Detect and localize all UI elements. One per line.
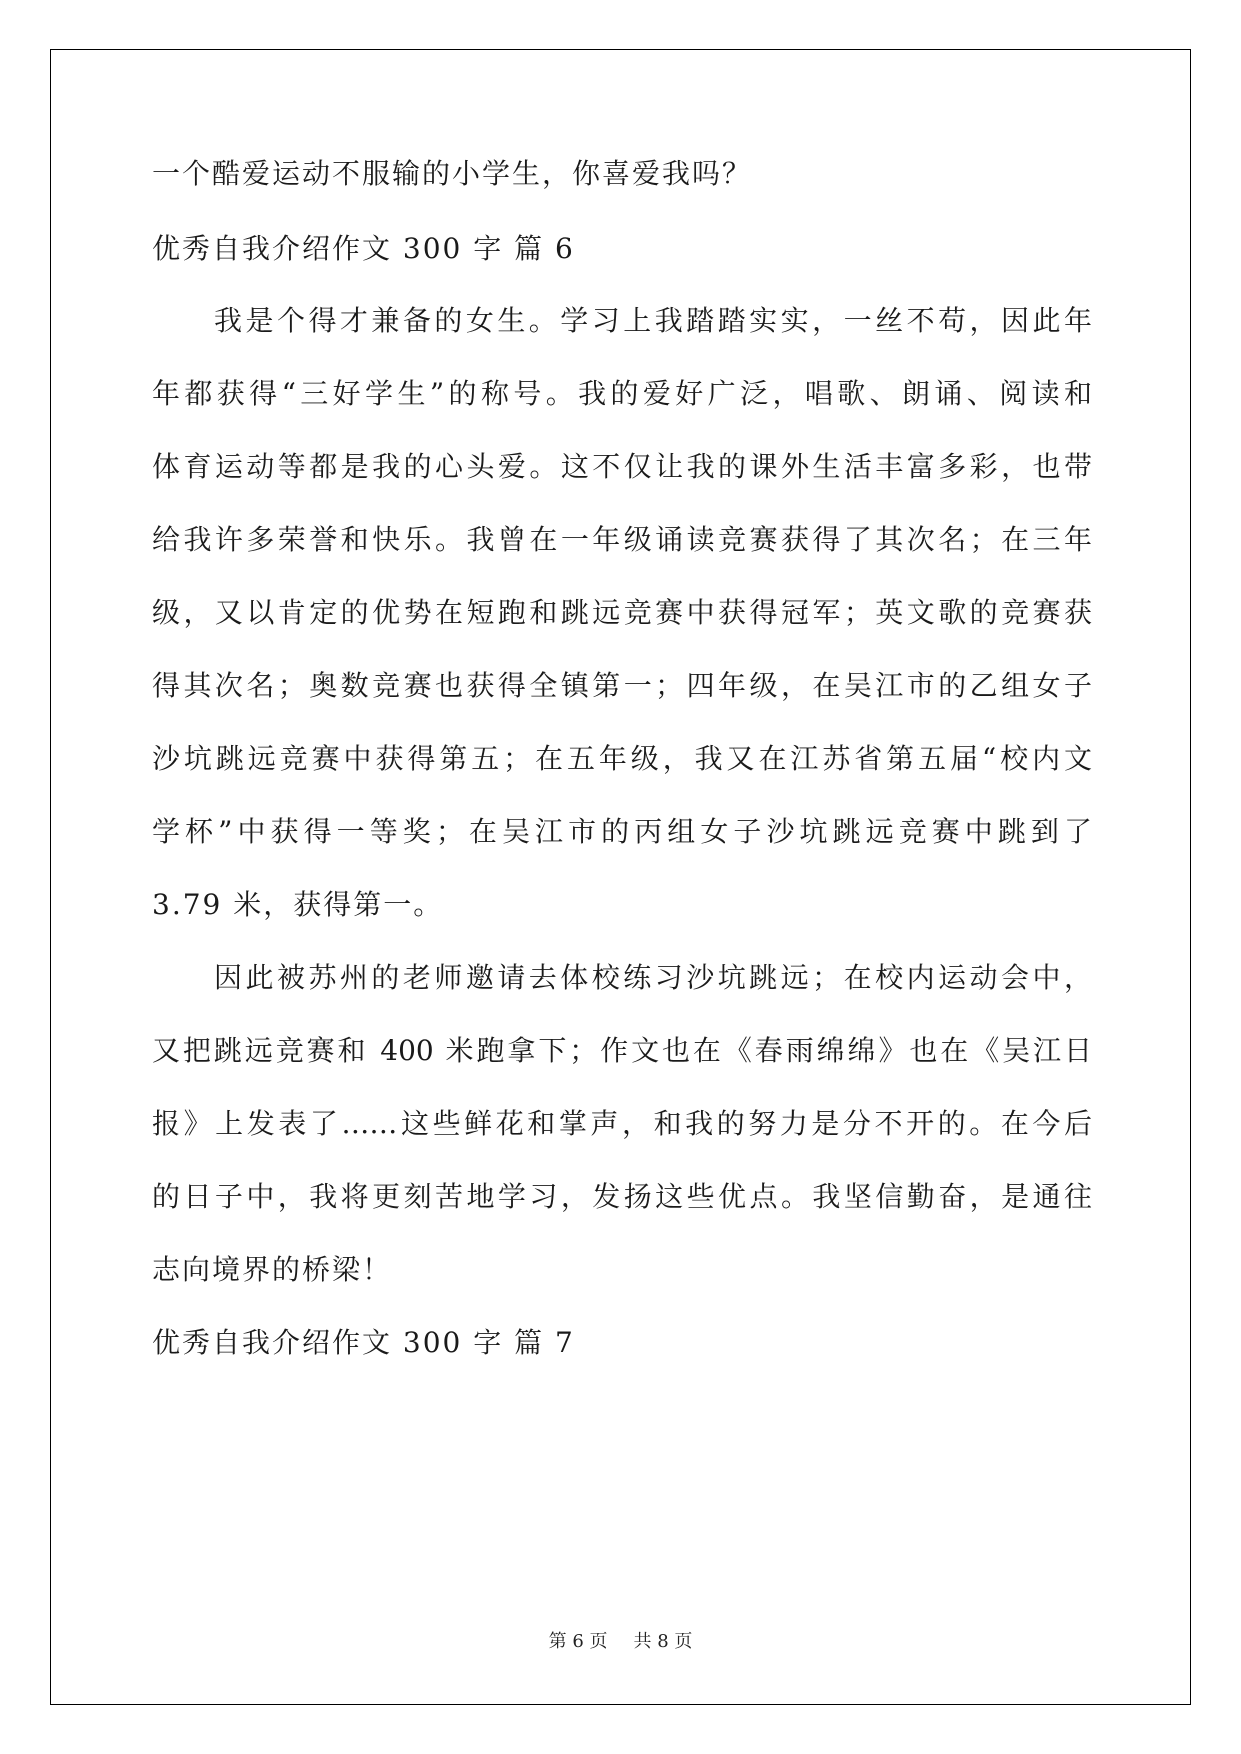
page-footer bbox=[0, 1630, 1241, 1654]
text-line: 年都获得“三好学生”的称号。我的爱好广泛，唱歌、朗诵、阅读和 bbox=[152, 377, 1092, 410]
text-line: 给我许多荣誉和快乐。我曾在一年级诵读竞赛获得了其次名；在三年 bbox=[152, 523, 1092, 556]
text-line: 志向境界的桥梁！ bbox=[152, 1253, 393, 1286]
text-line: 沙坑跳远竞赛中获得第五；在五年级，我又在江苏省第五届“校内文 bbox=[152, 742, 1092, 775]
section-heading: 优秀自我介绍作文 300 字 篇 6 bbox=[152, 232, 575, 265]
text-line: 学杯”中获得一等奖；在吴江市的丙组女子沙坑跳远竞赛中跳到了 bbox=[152, 815, 1092, 848]
text-line: 体育运动等都是我的心头爱。这不仅让我的课外生活丰富多彩，也带 bbox=[152, 450, 1092, 483]
text-line: 一个酷爱运动不服输的小学生，你喜爱我吗？ bbox=[152, 157, 753, 190]
text-line: 的日子中，我将更刻苦地学习，发扬这些优点。我坚信勤奋，是通往 bbox=[152, 1180, 1092, 1213]
text-line: 3.79 米，获得第一。 bbox=[152, 888, 444, 921]
text-line: 因此被苏州的老师邀请去体校练习沙坑跳远；在校内运动会中， bbox=[214, 961, 1092, 994]
text-line: 报》上发表了……这些鲜花和掌声，和我的努力是分不开的。在今后 bbox=[152, 1107, 1092, 1140]
text-line: 我是个得才兼备的女生。学习上我踏踏实实，一丝不苟，因此年 bbox=[214, 304, 1092, 337]
section-heading: 优秀自我介绍作文 300 字 篇 7 bbox=[152, 1326, 575, 1359]
page-border bbox=[50, 49, 1191, 1705]
page-number: 第 6 页 bbox=[548, 1631, 608, 1652]
page-total: 共 8 页 bbox=[633, 1631, 693, 1652]
text-line: 级，又以肯定的优势在短跑和跳远竞赛中获得冠军；英文歌的竞赛获 bbox=[152, 596, 1092, 629]
text-line: 又把跳远竞赛和 400 米跑拿下；作文也在《春雨绵绵》也在《吴江日 bbox=[152, 1034, 1092, 1067]
text-line: 得其次名；奥数竞赛也获得全镇第一；四年级，在吴江市的乙组女子 bbox=[152, 669, 1092, 702]
